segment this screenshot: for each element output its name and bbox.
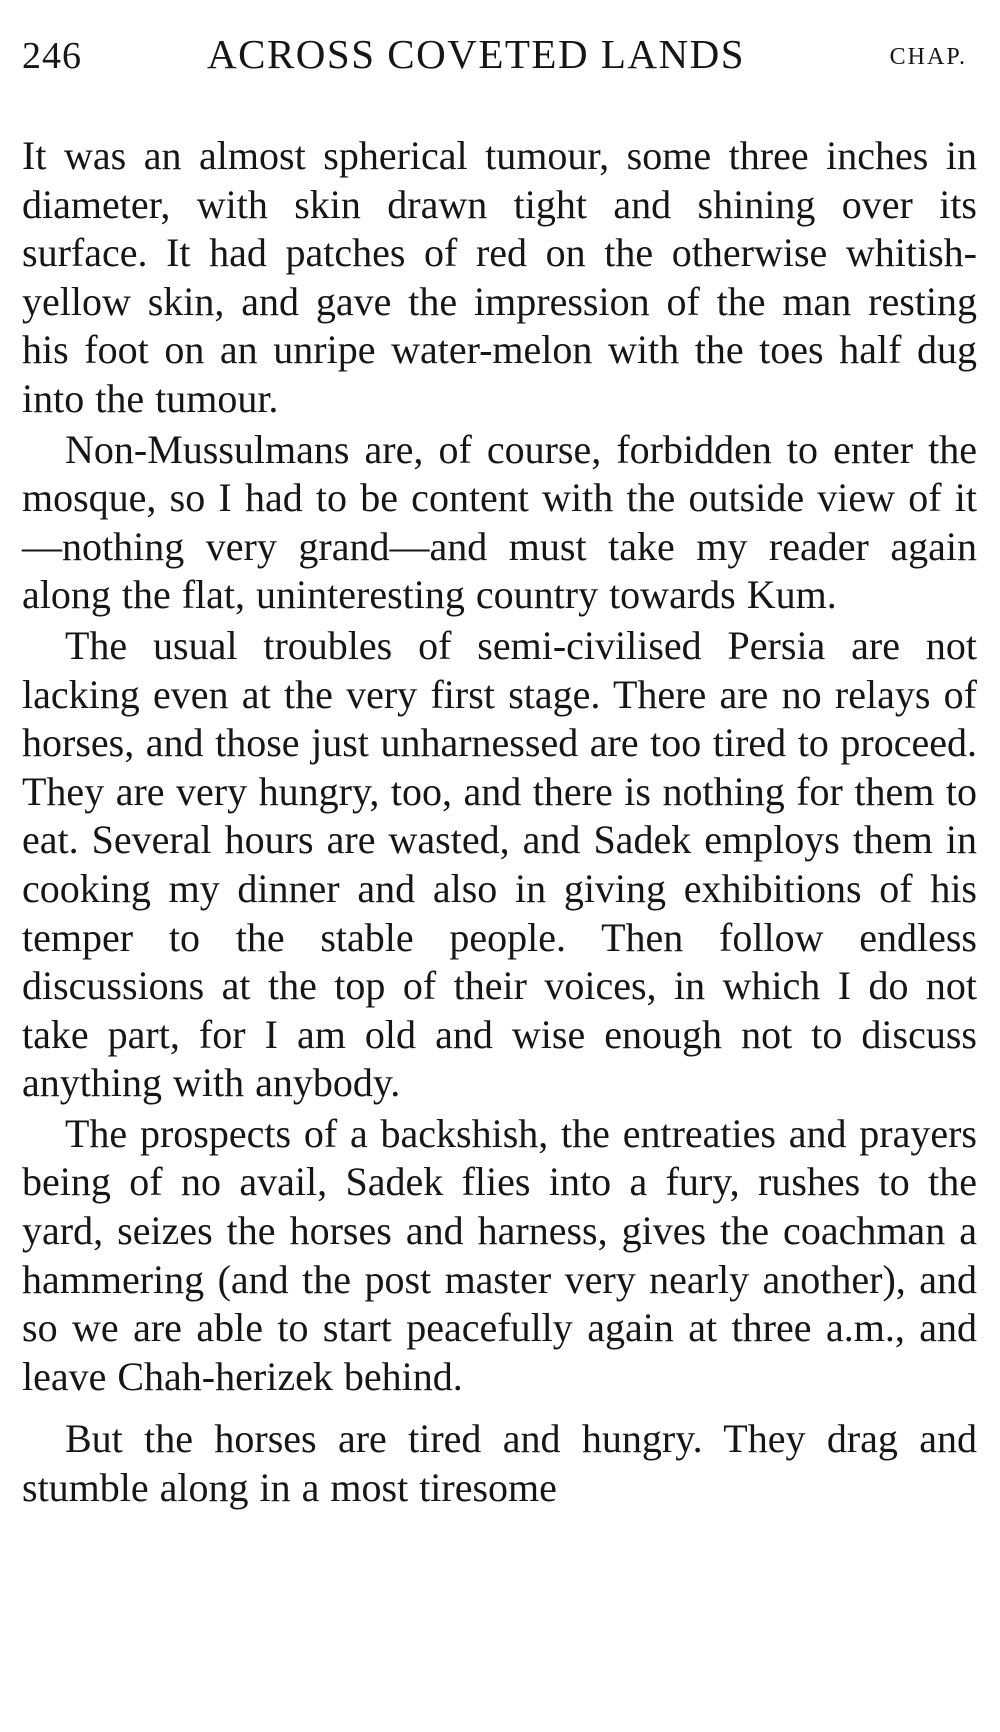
paragraph-tumour: It was an almost spherical tumour, some three inches in diameter, with skin drawn tight and shining over its surface. It had patches of red on the otherwise whitish-yellow skin, and gave the impression of the man resting his foot on an unripe water-melon with the toes half dug into the tumour. — [22, 133, 977, 421]
paragraph-backshish: The prospects of a backshish, the entreaties and prayers being of no avail, Sadek flies into a fury, rushes to the yard, seizes the horses and harness, gives the coachman a hammering (and the post master very nearly another), and so we are able to start peacefully again at three a.m., and leave Chah-herizek behind. — [22, 1110, 977, 1399]
paragraph-mosque: Non-Mussulmans are, of course, forbidden to enter the mosque, so I had to be content with the outside view of it—nothing very grand—and must take my reader again along the flat, uninteresting country towards Kum. — [22, 426, 977, 618]
book-title: ACROSS COVETED LANDS — [207, 31, 745, 77]
book-page — [22, 20, 977, 1513]
chapter-mark: CHAP. — [889, 44, 967, 70]
running-head — [22, 20, 977, 90]
text-block — [22, 132, 977, 1513]
paragraph-troubles: The usual troubles of semi-civilised Persia are not lacking even at the very first stage. There are no relays of horses, and those just unharnessed are too tired to proceed. They are very hungry, too, and there is nothing for them to eat. Several hours are wasted, and Sadek employs them in cooking my dinner and also in giving exhibitions of his temper to the stable people. Then follow endless discussions at the top of their voices, in which I do not take part, for I am old and wise enough not to discuss anything with anybody. — [22, 622, 977, 1106]
page-number: 246 — [22, 35, 82, 77]
paragraph-tired-horses: But the horses are tired and hungry. They drag and stumble along in a most tiresome — [22, 1416, 977, 1511]
